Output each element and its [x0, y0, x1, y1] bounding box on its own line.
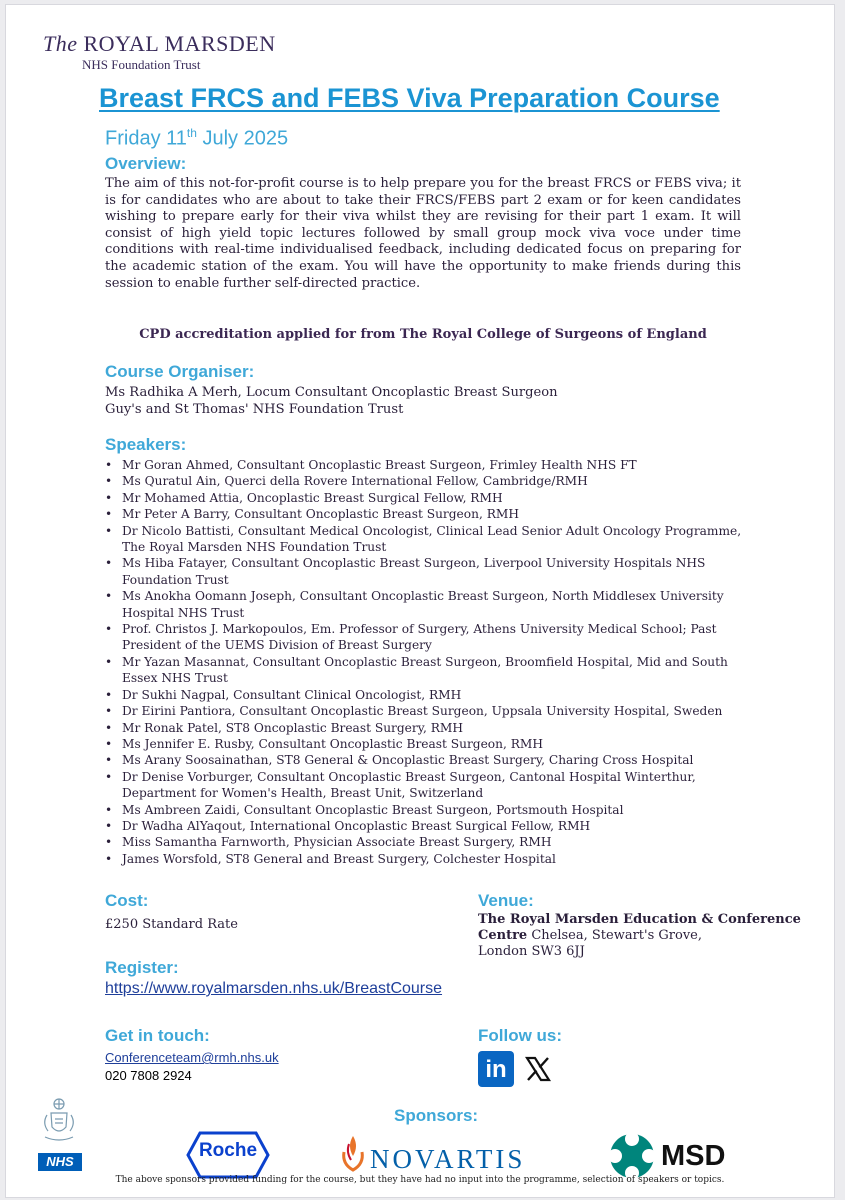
linkedin-icon[interactable]: in	[478, 1051, 514, 1087]
novartis-logo-text: NOVARTIS	[370, 1144, 526, 1174]
speaker-item: • Dr Eirini Pantiora, Consultant Oncoplastic Breast Surgeon, Uppsala University Hospital, Sweden	[105, 703, 745, 719]
speaker-item: • Prof. Christos J. Markopoulos, Em. Professor of Surgery, Athens University Medical School; Past President of the UEMS Division of Breast Surgery	[105, 621, 745, 654]
speakers-heading: Speakers:	[105, 435, 187, 454]
speaker-item: • Mr Ronak Patel, ST8 Oncoplastic Breast Surgery, RMH	[105, 720, 745, 736]
speaker-item: • Dr Wadha AlYaqout, International Oncoplastic Breast Surgical Fellow, RMH	[105, 818, 745, 834]
msd-logo-text: MSD	[661, 1140, 726, 1172]
msd-logo-icon	[608, 1132, 656, 1180]
speaker-item: • Ms Arany Soosainathan, ST8 General & Oncoplastic Breast Surgery, Charing Cross Hospital	[105, 752, 745, 768]
organiser-details	[105, 385, 558, 418]
organiser-heading: Course Organiser:	[105, 362, 255, 381]
organiser-name: Ms Radhika A Merh, Locum Consultant Oncoplastic Breast Surgeon	[105, 385, 558, 400]
follow-heading: Follow us:	[478, 1026, 563, 1045]
speakers-list	[105, 457, 745, 867]
speaker-item: • Ms Ambreen Zaidi, Consultant Oncoplastic Breast Surgeon, Portsmouth Hospital	[105, 802, 745, 818]
speaker-item: • Dr Nicolo Battisti, Consultant Medical Oncologist, Clinical Lead Senior Adult Oncology Programme, The Royal Marsden NHS Foundation Trust	[105, 523, 745, 556]
royal-marsden-logo: The ROYAL MARSDEN	[43, 31, 276, 56]
speaker-item: • Miss Samantha Farnworth, Physician Associate Breast Surgery, RMH	[105, 834, 745, 850]
register-heading: Register:	[105, 958, 179, 977]
speaker-item: • Mr Mohamed Attia, Oncoplastic Breast Surgical Fellow, RMH	[105, 490, 745, 506]
cost-value: £250 Standard Rate	[105, 917, 238, 932]
logo-subtitle: NHS Foundation Trust	[82, 57, 201, 72]
cost-heading: Cost:	[105, 891, 149, 910]
cpd-accreditation: CPD accreditation applied for from The Royal College of Surgeons of England	[139, 327, 707, 342]
overview-heading: Overview:	[105, 154, 187, 173]
sponsors-heading: Sponsors:	[394, 1106, 479, 1125]
contact-email[interactable]: Conferenceteam@rmh.nhs.uk	[105, 1050, 279, 1065]
register-link[interactable]: https://www.royalmarsden.nhs.uk/BreastCourse	[105, 980, 443, 997]
course-title: Breast FRCS and FEBS Viva Preparation Course	[99, 83, 720, 113]
organiser-trust: Guy's and St Thomas' NHS Foundation Trust	[105, 401, 404, 417]
speaker-item: • Mr Peter A Barry, Consultant Oncoplastic Breast Surgeon, RMH	[105, 506, 745, 522]
overview-text: The aim of this not-for-profit course is to help prepare you for the breast FRCS or FEBS viva; it is for candidates who are about to take their FRCS/FEBS part 2 exam or for keen candidates wishing to prepare early for their viva whilst they are revising for their part 1 exam. It will consist of high yield topic lectures followed by small group mock viva voce under time conditions with real-time individualised feedback, including dedicated focus on preparing for the academic station of the exam. You will have the opportunity to make friends during this session to enable further self-directed practice.	[105, 176, 741, 291]
venue-heading: Venue:	[478, 891, 534, 910]
speaker-item: • Ms Hiba Fatayer, Consultant Oncoplastic Breast Surgeon, Liverpool University Hospitals NHS Foundation Trust	[105, 555, 745, 588]
contact-heading: Get in touch:	[105, 1026, 210, 1045]
speaker-item: • Mr Yazan Masannat, Consultant Oncoplastic Breast Surgeon, Broomfield Hospital, Mid and South Essex NHS Trust	[105, 654, 745, 687]
speaker-item: • Mr Goran Ahmed, Consultant Oncoplastic Breast Surgeon, Frimley Health NHS FT	[105, 457, 745, 473]
x-twitter-icon[interactable]	[524, 1055, 552, 1083]
sponsor-disclaimer: The above sponsors provided funding for the course, but they have had no input into the programme, selection of speakers or topics.	[115, 1175, 725, 1185]
speaker-item: • Ms Anokha Oomann Joseph, Consultant Oncoplastic Breast Surgeon, North Middlesex University Hospital NHS Trust	[105, 588, 745, 621]
nhs-badge: NHS	[38, 1153, 82, 1171]
venue-address: The Royal Marsden Education & Conference Centre Chelsea, Stewart's Grove, London SW3 6JJ	[478, 912, 801, 959]
speaker-item: • Ms Quratul Ain, Querci della Rovere International Fellow, Cambridge/RMH	[105, 473, 745, 489]
flyer-page	[5, 4, 835, 1198]
novartis-flame-icon	[340, 1132, 366, 1174]
course-date: Friday 11th July 2025	[105, 126, 289, 150]
roche-logo-text: Roche	[198, 1140, 258, 1161]
royal-crest-icon	[38, 1095, 80, 1145]
contact-phone: 020 7808 2924	[105, 1068, 192, 1083]
speaker-item: • Dr Sukhi Nagpal, Consultant Clinical Oncologist, RMH	[105, 687, 745, 703]
speaker-item: • Dr Denise Vorburger, Consultant Oncoplastic Breast Surgeon, Cantonal Hospital Winterthur, Department for Women's Health, Breast Unit, Switzerland	[105, 769, 745, 802]
speaker-item: • Ms Jennifer E. Rusby, Consultant Oncoplastic Breast Surgeon, RMH	[105, 736, 745, 752]
speaker-item: • James Worsfold, ST8 General and Breast Surgery, Colchester Hospital	[105, 851, 745, 867]
